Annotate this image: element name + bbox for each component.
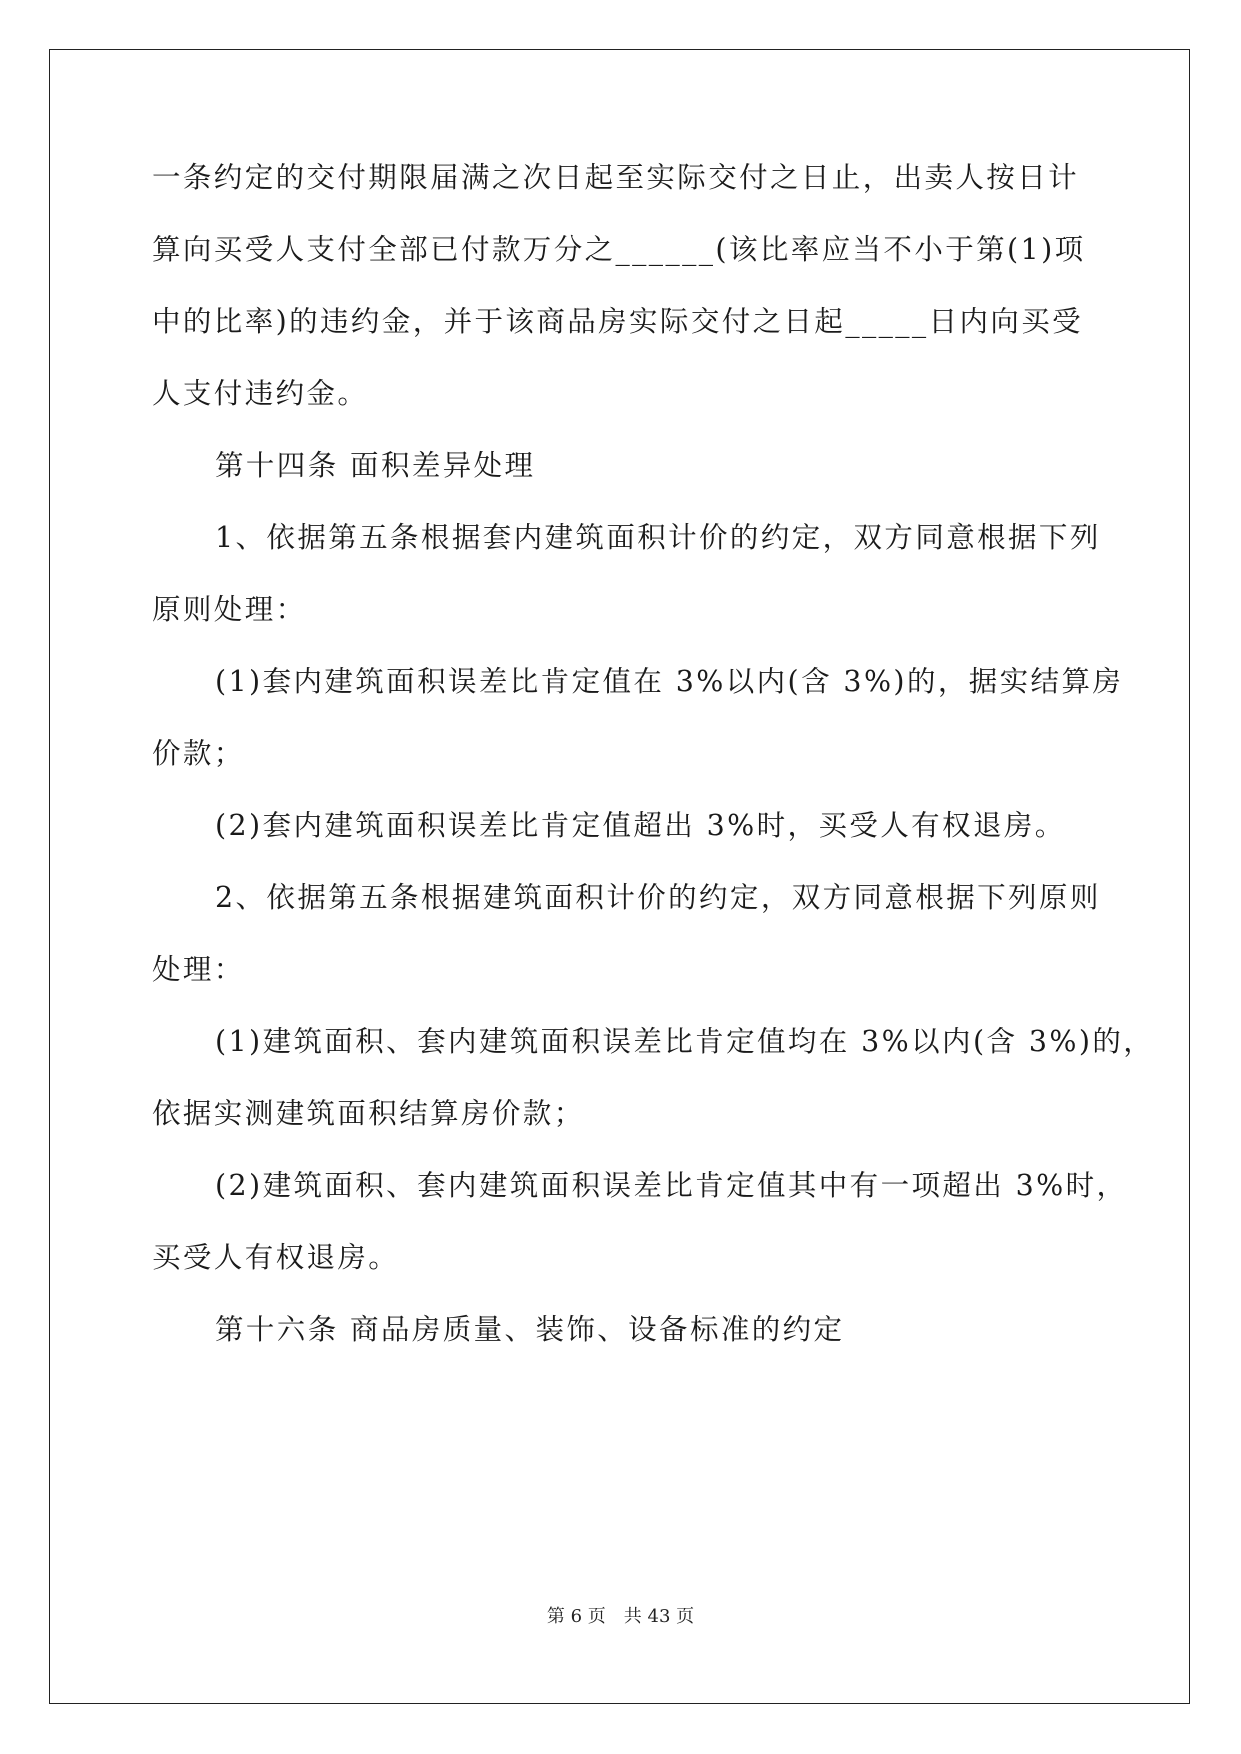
text-line: 2、依据第五条根据建筑面积计价的约定，双方同意根据下列原则 bbox=[215, 881, 1101, 914]
text-line: 算向买受人支付全部已付款万分之______(该比率应当不小于第(1)项 bbox=[152, 233, 1086, 266]
text-line: 价款； bbox=[152, 737, 245, 770]
page-border bbox=[49, 49, 1190, 1704]
text-line: 买受人有权退房。 bbox=[152, 1241, 400, 1274]
text-line: (2)套内建筑面积误差比肯定值超出 3%时，买受人有权退房。 bbox=[215, 809, 1066, 842]
section-heading: 第十六条 商品房质量、装饰、设备标准的约定 bbox=[215, 1313, 845, 1346]
text-line: 原则处理： bbox=[152, 593, 307, 626]
text-line: (2)建筑面积、套内建筑面积误差比肯定值其中有一项超出 3%时， bbox=[215, 1169, 1128, 1202]
text-line: 处理： bbox=[152, 953, 245, 986]
text-line: 依据实测建筑面积结算房价款； bbox=[152, 1097, 585, 1130]
text-line: 一条约定的交付期限届满之次日起至实际交付之日止，出卖人按日计 bbox=[152, 161, 1080, 194]
text-line: 中的比率)的违约金，并于该商品房实际交付之日起_____日内向买受 bbox=[152, 305, 1084, 338]
text-line: 人支付违约金。 bbox=[152, 377, 369, 410]
section-heading: 第十四条 面积差异处理 bbox=[215, 449, 536, 482]
text-line: (1)建筑面积、套内建筑面积误差比肯定值均在 3%以内(含 3%)的， bbox=[215, 1025, 1155, 1058]
page-number-footer: 第 6 页 共 43 页 bbox=[546, 1606, 695, 1627]
text-line: (1)套内建筑面积误差比肯定值在 3%以内(含 3%)的，据实结算房 bbox=[215, 665, 1124, 698]
text-line: 1、依据第五条根据套内建筑面积计价的约定，双方同意根据下列 bbox=[215, 521, 1101, 554]
